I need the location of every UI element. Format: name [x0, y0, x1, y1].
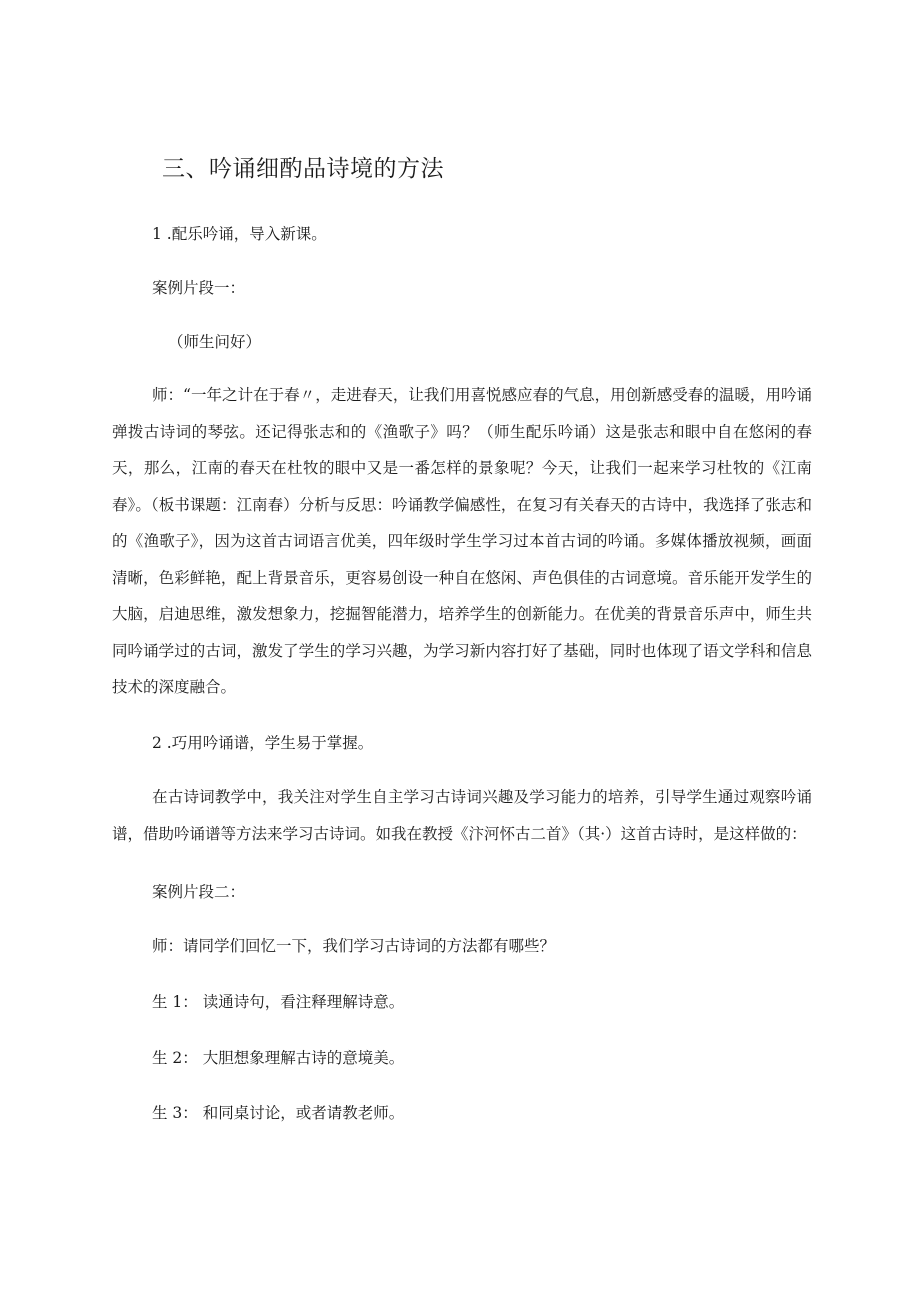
case-note: （师生问好） — [168, 333, 262, 351]
teacher-question: 师：请同学们回忆一下，我们学习古诗词的方法都有哪些？ — [152, 937, 556, 955]
section-heading: 三、吟诵细酌品诗境的方法 — [162, 156, 444, 182]
subsection-title-1: 1 .配乐吟诵，导入新课。 — [152, 225, 327, 243]
case-label-1: 案例片段一： — [152, 279, 246, 297]
subsection-title-2: 2 .巧用吟诵谱，学生易于掌握。 — [152, 734, 374, 752]
student-answer-3: 生 3： 和同桌讨论，或者请教老师。 — [152, 1104, 405, 1122]
body-paragraph-2: 在古诗词教学中，我关注对学生自主学习古诗词兴趣及学习能力的培养，引导学生通过观察吟诵谱，借助吟诵谱等方法来学习古诗词。如我在教授《汴河怀古二首》（其·）这首古诗时，是这样做的： — [112, 788, 812, 843]
student-answer-2: 生 2： 大胆想象理解古诗的意境美。 — [152, 1049, 405, 1067]
student-answer-1: 生 1： 读通诗句，看注释理解诗意。 — [152, 993, 405, 1011]
case-label-2: 案例片段二： — [152, 883, 246, 901]
body-paragraph-1: 师：“一年之计在于春〃，走进春天，让我们用喜悦感应春的气息，用创新感受春的温暖，用吟诵弹拨古诗词的琴弦。还记得张志和的《渔歌子》吗？（师生配乐吟诵）这是张志和眼中自在悠闲的春天，那么，江南的春天在杜牧的眼中又是一番怎样的景象呢？今天，让我们一起来学习杜牧的《江南春》。（板书课题：江南春）分析与反思：吟诵教学偏感性，在复习有关春天的古诗中，我选择了张志和的《渔歌子》，因为这首古词语言优美，四年级时学生学习过本首古词的吟诵。多媒体播放视频，画面清晰，色彩鲜艳，配上背景音乐，更容易创设一种自在悠闲、声色俱佳的古词意境。音乐能开发学生的大脑，启迪思维，激发想象力，挖掘智能潜力，培养学生的创新能力。在优美的背景音乐声中，师生共同吟诵学过的古词，激发了学生的学习兴趣，为学习新内容打好了基础，同时也体现了语文学科和信息技术的深度融合。 — [112, 386, 812, 696]
